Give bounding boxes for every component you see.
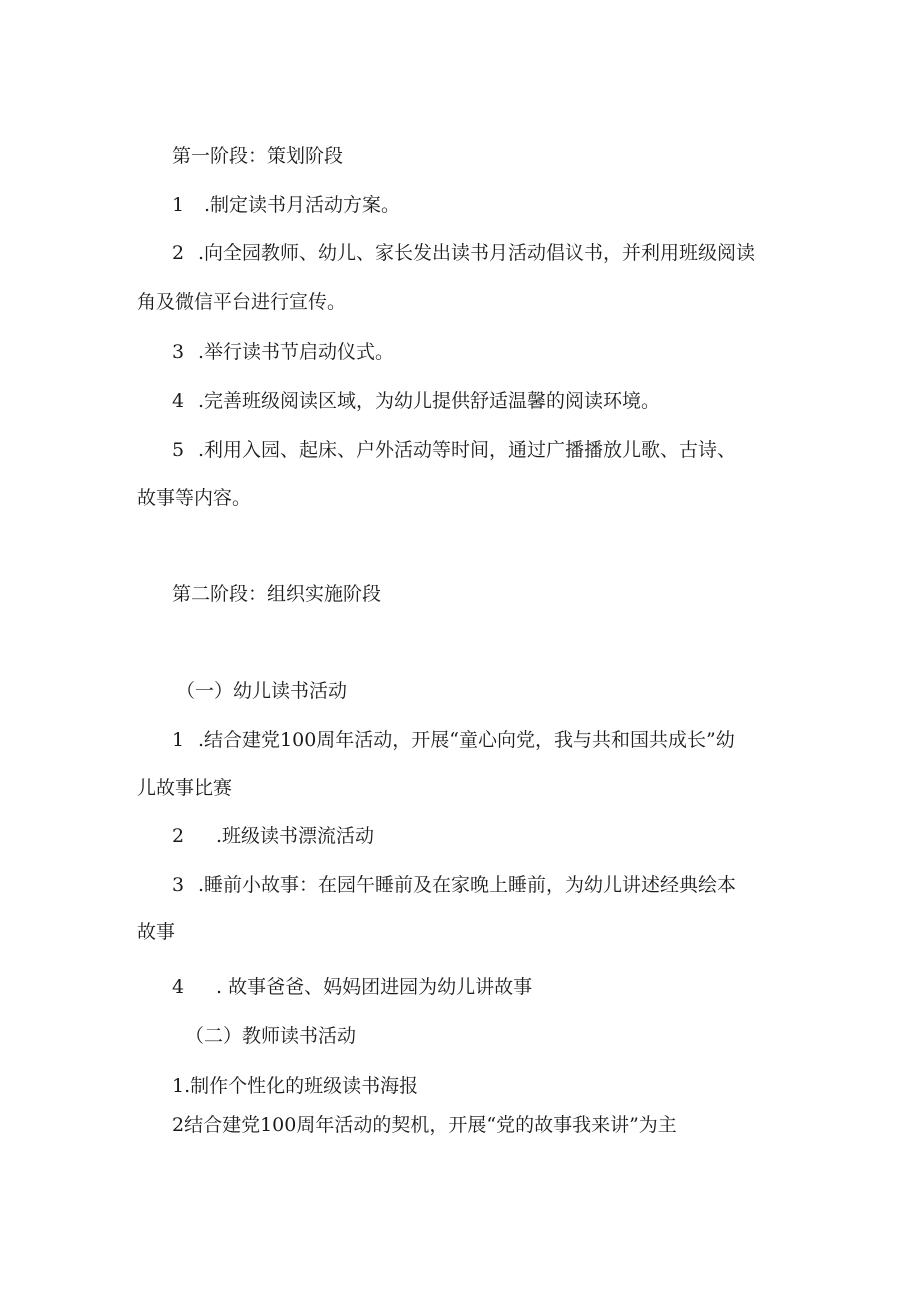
item-text: .利用入园、起床、户外活动等时间，通过广播播放儿歌、古诗、 <box>198 439 737 461</box>
item-text: . 故事爸爸、妈妈团进园为幼儿讲故事 <box>216 976 533 998</box>
phase2-heading: 第二阶段：组织实施阶段 <box>172 583 382 605</box>
phase1-heading: 第一阶段：策划阶段 <box>172 145 344 167</box>
item-number: 4 <box>172 390 185 412</box>
item-text: .向全园教师、幼儿、家长发出读书月活动倡议书，并利用班级阅读 <box>198 242 756 264</box>
section1-item-3-continuation: 故事 <box>137 921 176 943</box>
phase1-item-5-continuation: 故事等内容。 <box>137 487 252 509</box>
section1-item-1 <box>172 731 735 750</box>
phase1-item-1 <box>172 196 400 215</box>
item-text: .班级读书漂流活动 <box>216 825 375 847</box>
phase1-item-2 <box>172 244 755 263</box>
section2-heading: （二）教师读书活动 <box>185 1025 357 1047</box>
item-text: .制定读书月活动方案。 <box>204 194 401 216</box>
item-text: .完善班级阅读区域，为幼儿提供舒适温馨的阅读环境。 <box>198 390 661 412</box>
item-number: 2 <box>172 825 185 847</box>
section2-item-2: 2结合建党100周年活动的契机，开展“党的故事我来讲”为主 <box>172 1114 677 1136</box>
section2-item-1: 1.制作个性化的班级读书海报 <box>172 1075 419 1097</box>
item-number: 1 <box>172 194 185 216</box>
item-number: 3 <box>172 341 185 363</box>
phase1-item-5 <box>172 441 736 460</box>
item-number: 3 <box>172 874 185 896</box>
item-number: 5 <box>172 439 185 461</box>
section1-heading: （一）幼儿读书活动 <box>176 680 348 702</box>
item-text: .睡前小故事：在园午睡前及在家晚上睡前，为幼儿讲述经典绘本 <box>198 874 737 896</box>
item-text: .结合建党100周年活动，开展“童心向党，我与共和国共成长”幼 <box>198 729 735 751</box>
section1-item-2 <box>172 827 374 846</box>
item-number: 2 <box>172 242 185 264</box>
section1-item-4 <box>172 978 532 997</box>
section1-item-3 <box>172 876 736 895</box>
phase1-item-2-continuation: 角及微信平台进行宣传。 <box>137 291 347 313</box>
section1-item-1-continuation: 儿故事比赛 <box>137 777 233 799</box>
item-text: .举行读书节启动仪式。 <box>198 341 395 363</box>
phase1-item-3 <box>172 343 394 362</box>
item-number: 4 <box>172 976 185 998</box>
phase1-item-4 <box>172 392 660 411</box>
item-number: 1 <box>172 729 185 751</box>
